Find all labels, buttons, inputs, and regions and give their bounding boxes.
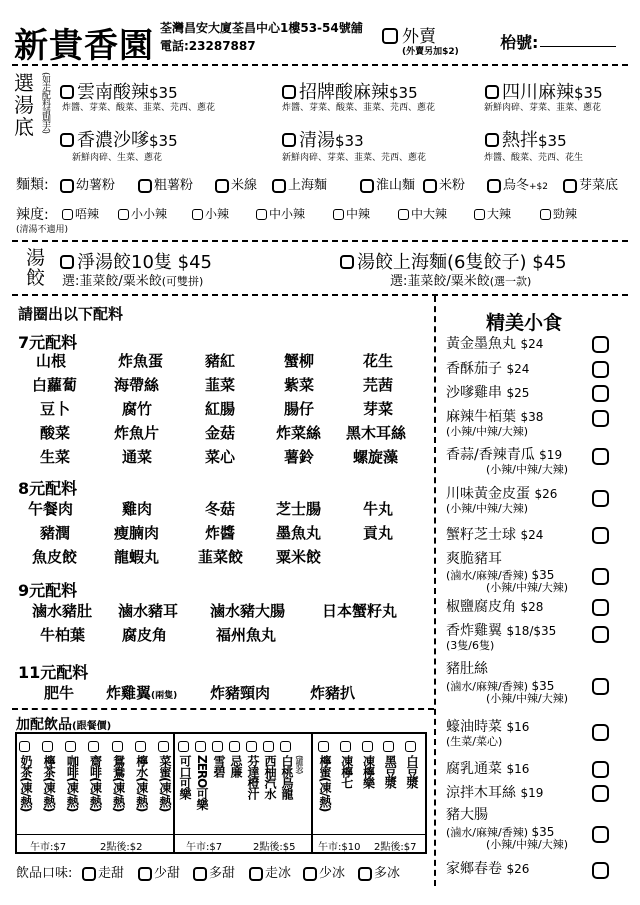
drink-taste-option[interactable]: 走冰 xyxy=(249,862,291,881)
topping-item[interactable]: 薯鈴 xyxy=(284,448,315,466)
topping-item[interactable]: 牛柏葉 xyxy=(40,626,86,644)
topping-group-title: 9元配料 xyxy=(18,581,78,600)
snack-checkbox[interactable] xyxy=(592,385,609,402)
snack-checkbox[interactable] xyxy=(592,448,609,465)
topping-item[interactable]: 芫茜 xyxy=(363,376,394,394)
topping-item[interactable]: 墨魚丸 xyxy=(276,524,322,542)
topping-item[interactable]: 滷水豬大腸 xyxy=(210,602,286,620)
topping-item[interactable]: 滷水豬肚 xyxy=(32,602,93,620)
snack-option-note: (小辣/中辣/大辣) xyxy=(486,463,568,476)
topping-item[interactable]: 紅腸 xyxy=(205,400,236,418)
snack-checkbox[interactable] xyxy=(592,862,609,879)
topping-item[interactable]: 粟米餃 xyxy=(276,548,322,566)
topping-item[interactable]: 魚皮餃 xyxy=(32,548,78,566)
spice-note: (清湯不適用) xyxy=(16,225,69,235)
topping-item[interactable]: 花生 xyxy=(363,352,394,370)
spice-label: 辣度: xyxy=(16,207,49,223)
topping-item[interactable]: 酸菜 xyxy=(40,424,71,442)
snack-checkbox[interactable] xyxy=(592,527,609,544)
drink-option[interactable]: 檸水(凍/熱) xyxy=(135,736,148,811)
topping-item[interactable]: 冬菇 xyxy=(205,500,236,518)
topping-item[interactable]: 腐竹 xyxy=(122,400,153,418)
drinks-title: 加配飲品(跟餐價) xyxy=(16,717,112,733)
takeaway-checkbox[interactable] xyxy=(382,28,398,44)
topping-item[interactable]: 炸魚片 xyxy=(114,424,160,442)
drink-option[interactable]: 凍檸七 xyxy=(340,736,353,811)
snack-item: 爽脆豬耳 xyxy=(446,551,502,567)
snack-option-note: (生菜/菜心) xyxy=(446,735,503,748)
noodle-option[interactable]: 淮山麵 xyxy=(360,174,415,193)
drink-option[interactable]: 齋啡(凍/熱) xyxy=(88,736,101,811)
snack-item: 家鄉春卷 $26 xyxy=(446,861,530,877)
divider xyxy=(313,834,427,835)
drink-option[interactable]: 咖啡(凍/熱) xyxy=(65,736,78,811)
snack-item: 豬肚絲 xyxy=(446,661,488,677)
snack-item: 腐乳通菜 $16 xyxy=(446,761,530,777)
spice-option[interactable]: 小小辣 xyxy=(118,205,167,222)
drink-option[interactable]: 西柚汽水 xyxy=(263,736,276,809)
drink-option[interactable]: 白豆漿 xyxy=(405,736,418,811)
drink-price-lunch: 午市:$7 xyxy=(186,842,223,853)
drink-option[interactable]: 雪碧 xyxy=(212,736,225,809)
spice-option[interactable]: 中大辣 xyxy=(398,205,447,222)
topping-item[interactable]: 貢丸 xyxy=(363,524,394,542)
soup-desc: 炸醬、酸菜、芫西、花生 xyxy=(484,153,584,163)
spice-option[interactable]: 勁辣 xyxy=(540,205,577,222)
snack-item: 香酥茄子 $24 xyxy=(446,361,530,377)
topping-item[interactable]: 炸豬扒 xyxy=(310,684,356,702)
dumpling-label: 湯餃 xyxy=(26,247,46,289)
snack-checkbox[interactable] xyxy=(592,678,609,695)
soup-option[interactable]: 招牌酸麻辣$35 xyxy=(282,78,418,104)
drink-option[interactable]: 凍檸樂 xyxy=(362,736,375,811)
table-number-line[interactable] xyxy=(540,46,616,47)
snack-item: 香蒜/香辣青瓜 $19 xyxy=(446,447,563,463)
drink-option[interactable]: 奶茶(凍/熱) xyxy=(19,736,32,811)
divider xyxy=(175,834,313,835)
snack-checkbox[interactable] xyxy=(592,410,609,427)
topping-item[interactable]: 炸魚蛋 xyxy=(118,352,164,370)
topping-item[interactable]: 豬潤 xyxy=(40,524,71,542)
column-divider xyxy=(434,296,436,886)
topping-item[interactable]: 紫菜 xyxy=(284,376,315,394)
topping-item[interactable]: 生菜 xyxy=(40,448,71,466)
snack-item: 香炸雞翼 $18/$35 xyxy=(446,623,557,639)
spice-option[interactable]: 大辣 xyxy=(474,205,511,222)
snack-item: 沙嗲雞串 $25 xyxy=(446,385,530,401)
takeaway-note: (外賣另加$2) xyxy=(402,47,459,57)
soup-label: 選湯底 xyxy=(14,71,34,139)
topping-item[interactable]: 炸菜絲 xyxy=(276,424,322,442)
topping-item[interactable]: 肥牛 xyxy=(44,684,75,702)
topping-item[interactable]: 福州魚丸 xyxy=(216,626,277,644)
topping-group-title: 8元配料 xyxy=(18,479,78,498)
topping-item[interactable]: 蟹柳 xyxy=(284,352,315,370)
drink-option[interactable]: 芬達橙汁 xyxy=(246,736,259,809)
drink-taste-option[interactable]: 走甜 xyxy=(82,862,124,881)
drink-option[interactable]: 忌廉 xyxy=(229,736,242,809)
topping-group-title: 7元配料 xyxy=(18,333,78,352)
snack-checkbox[interactable] xyxy=(592,826,609,843)
snack-checkbox[interactable] xyxy=(592,599,609,616)
topping-item[interactable]: 螺旋藻 xyxy=(353,448,399,466)
soup-note: (如走配料請剔去) xyxy=(40,72,50,134)
topping-item[interactable]: 炸醬 xyxy=(205,524,236,542)
drink-option[interactable]: 鴛鴦(凍/熱) xyxy=(112,736,125,811)
topping-item[interactable]: 韮菜 xyxy=(205,376,236,394)
soup-desc: 新鮮肉碎、生菜、蔥花 xyxy=(72,153,163,163)
noodle-option[interactable]: 米線 xyxy=(215,174,257,193)
topping-item[interactable]: 芽菜 xyxy=(363,400,394,418)
restaurant-name: 新貴香園 xyxy=(14,26,154,66)
noodle-option[interactable]: 粗薯粉 xyxy=(138,174,193,193)
soup-desc: 炸醬、芽菜、酸菜、韮菜、芫西、蔥花 xyxy=(282,103,436,113)
topping-item[interactable]: 牛丸 xyxy=(363,500,394,518)
topping-item[interactable]: 豆卜 xyxy=(40,400,71,418)
drink-option[interactable]: 黑豆漿 xyxy=(383,736,396,811)
snack-option-note: (小辣/中辣/大辣) xyxy=(486,581,568,594)
drink-option[interactable]: 可口可樂 xyxy=(178,736,191,809)
soup-option[interactable]: 清湯$33 xyxy=(282,126,364,152)
drink-option[interactable]: 檸蜜(凍/熱) xyxy=(318,736,331,811)
noodle-option[interactable]: 幼薯粉 xyxy=(60,174,115,193)
topping-item[interactable]: 山根 xyxy=(36,352,67,370)
topping-item[interactable]: 金菇 xyxy=(205,424,236,442)
snack-checkbox[interactable] xyxy=(592,361,609,378)
noodle-label: 麵類: xyxy=(16,177,49,193)
topping-item[interactable]: 通菜 xyxy=(122,448,153,466)
divider xyxy=(12,294,628,296)
divider xyxy=(12,240,628,242)
table-number-label: 枱號: xyxy=(500,33,539,52)
snack-checkbox[interactable] xyxy=(592,490,609,507)
snack-item: 涼拌木耳絲 $19 xyxy=(446,785,544,801)
drink-price-lunch: 午市:$10 xyxy=(318,842,361,853)
divider xyxy=(15,834,175,835)
snack-option-note: (3隻/6隻) xyxy=(446,639,495,652)
noodle-option[interactable]: 米粉 xyxy=(423,174,465,193)
soup-option[interactable]: 四川麻辣$35 xyxy=(485,78,603,104)
snack-item: 椒鹽腐皮角 $28 xyxy=(446,599,544,615)
noodle-option[interactable]: 上海麵 xyxy=(272,174,327,193)
snack-option-note: (小辣/中辣/大辣) xyxy=(486,692,568,705)
topping-item[interactable]: 滷水豬耳 xyxy=(118,602,179,620)
drink-taste-option[interactable]: 少冰 xyxy=(303,862,345,881)
toppings-instruction: 請圈出以下配料 xyxy=(18,305,124,323)
snacks-title: 精美小食 xyxy=(486,312,563,334)
soup-option[interactable]: 熱拌$35 xyxy=(485,126,567,152)
snack-item: 黃金墨魚丸 $24 xyxy=(446,336,544,352)
snack-option-note: (滷水/麻辣/香辣) $35 xyxy=(446,825,555,839)
noodle-option[interactable]: 烏冬+$2 xyxy=(487,174,548,193)
spice-option[interactable]: 唔辣 xyxy=(62,205,99,222)
phone: 電話:23287887 xyxy=(160,39,256,53)
topping-item[interactable]: 白蘿蔔 xyxy=(32,376,78,394)
drink-option[interactable]: ZERO可樂 xyxy=(195,736,208,809)
soup-desc: 新鮮肉碎、芽菜、韮菜、蔥花 xyxy=(484,103,602,113)
snack-checkbox[interactable] xyxy=(592,626,609,643)
drink-option[interactable]: 菜蜜(凍/熱) xyxy=(158,736,171,811)
dumpling-option[interactable]: 湯餃上海麵(6隻餃子) $45 xyxy=(340,248,567,274)
drink-option[interactable]: 檸茶(凍/熱) xyxy=(42,736,55,811)
topping-item[interactable]: 海帶絲 xyxy=(114,376,160,394)
snack-checkbox[interactable] xyxy=(592,761,609,778)
spice-option[interactable]: 小辣 xyxy=(192,205,229,222)
drinks-list xyxy=(19,736,171,811)
noodle-option[interactable]: 芽菜底 xyxy=(563,174,618,193)
spice-option[interactable]: 中小辣 xyxy=(256,205,305,222)
snack-option-note: (小辣/中辣/大辣) xyxy=(446,502,528,515)
drinks-list xyxy=(178,736,306,809)
snack-checkbox[interactable] xyxy=(592,568,609,585)
topping-item[interactable]: 腸仔 xyxy=(284,400,315,418)
topping-item[interactable]: 雞肉 xyxy=(122,500,153,518)
snack-item: 蟹籽芝士球 $24 xyxy=(446,527,544,543)
drink-taste-option[interactable]: 多甜 xyxy=(193,862,235,881)
topping-item[interactable]: 豬紅 xyxy=(205,352,236,370)
topping-item[interactable]: 炸雞翼(兩隻) xyxy=(106,684,178,702)
topping-item[interactable]: 韮菜餃 xyxy=(198,548,244,566)
snack-option-note: (滷水/麻辣/香辣) $35 xyxy=(446,568,555,582)
snack-checkbox[interactable] xyxy=(592,336,609,353)
snack-option-note: (小辣/中辣/大辣) xyxy=(446,425,528,438)
snack-item: 麻辣牛栢葉 $38 xyxy=(446,409,544,425)
drinks-list xyxy=(318,736,418,811)
soup-desc: 炸醬、芽菜、酸菜、韮菜、芫西、蔥花 xyxy=(62,103,216,113)
snack-checkbox[interactable] xyxy=(592,785,609,802)
topping-item[interactable]: 菜心 xyxy=(205,448,236,466)
address: 荃灣昌安大廈荃昌中心1樓53-54號舖 xyxy=(160,21,363,35)
drink-taste-option[interactable]: 少甜 xyxy=(138,862,180,881)
topping-item[interactable]: 黑木耳絲 xyxy=(346,424,407,442)
divider xyxy=(12,708,434,710)
drink-price-afternoon: 2點後:$5 xyxy=(253,842,296,853)
drink-price-afternoon: 2點後:$7 xyxy=(374,842,417,853)
topping-item[interactable]: 龍蝦丸 xyxy=(114,548,160,566)
topping-group-title: 11元配料 xyxy=(18,663,89,682)
snack-checkbox[interactable] xyxy=(592,724,609,741)
topping-item[interactable]: 炸豬頸肉 xyxy=(210,684,271,702)
drink-price-afternoon: 2點後:$2 xyxy=(100,842,143,853)
snack-option-note: (滷水/麻辣/香辣) $35 xyxy=(446,679,555,693)
soup-option[interactable]: 雲南酸辣$35 xyxy=(60,78,178,104)
dumpling-option[interactable]: 淨湯餃10隻 $45 xyxy=(60,248,212,274)
topping-item[interactable]: 午餐肉 xyxy=(28,500,74,518)
dumpling-choice: 選:韮菜餃/粟米餃(可雙拼) xyxy=(62,274,204,289)
snack-item: 蠔油時菜 $16 xyxy=(446,719,530,735)
snack-item: 川味黃金皮蛋 $26 xyxy=(446,486,558,502)
spice-option[interactable]: 中辣 xyxy=(333,205,370,222)
topping-item[interactable]: 日本蟹籽丸 xyxy=(322,602,398,620)
drink-price-lunch: 午市:$7 xyxy=(30,842,67,853)
divider xyxy=(12,64,628,66)
takeaway-label: 外賣 xyxy=(402,27,436,47)
topping-item[interactable]: 腐皮角 xyxy=(122,626,168,644)
topping-item[interactable]: 瘦腩肉 xyxy=(114,524,160,542)
drink-taste-option[interactable]: 多冰 xyxy=(358,862,400,881)
snack-item: 豬大腸 xyxy=(446,807,488,823)
dumpling-choice: 選:韮菜餃/粟米餃(選一款) xyxy=(390,274,532,289)
topping-item[interactable]: 芝士腸 xyxy=(276,500,322,518)
drink-taste-label: 飲品口味: xyxy=(16,866,73,881)
drink-option[interactable]: 白桃烏龍 (罐裝) xyxy=(280,736,306,809)
snack-option-note: (小辣/中辣/大辣) xyxy=(486,838,568,851)
soup-option[interactable]: 香濃沙嗲$35 xyxy=(60,126,178,152)
soup-desc: 新鮮肉碎、芽菜、韮菜、芫西、蔥花 xyxy=(282,153,427,163)
